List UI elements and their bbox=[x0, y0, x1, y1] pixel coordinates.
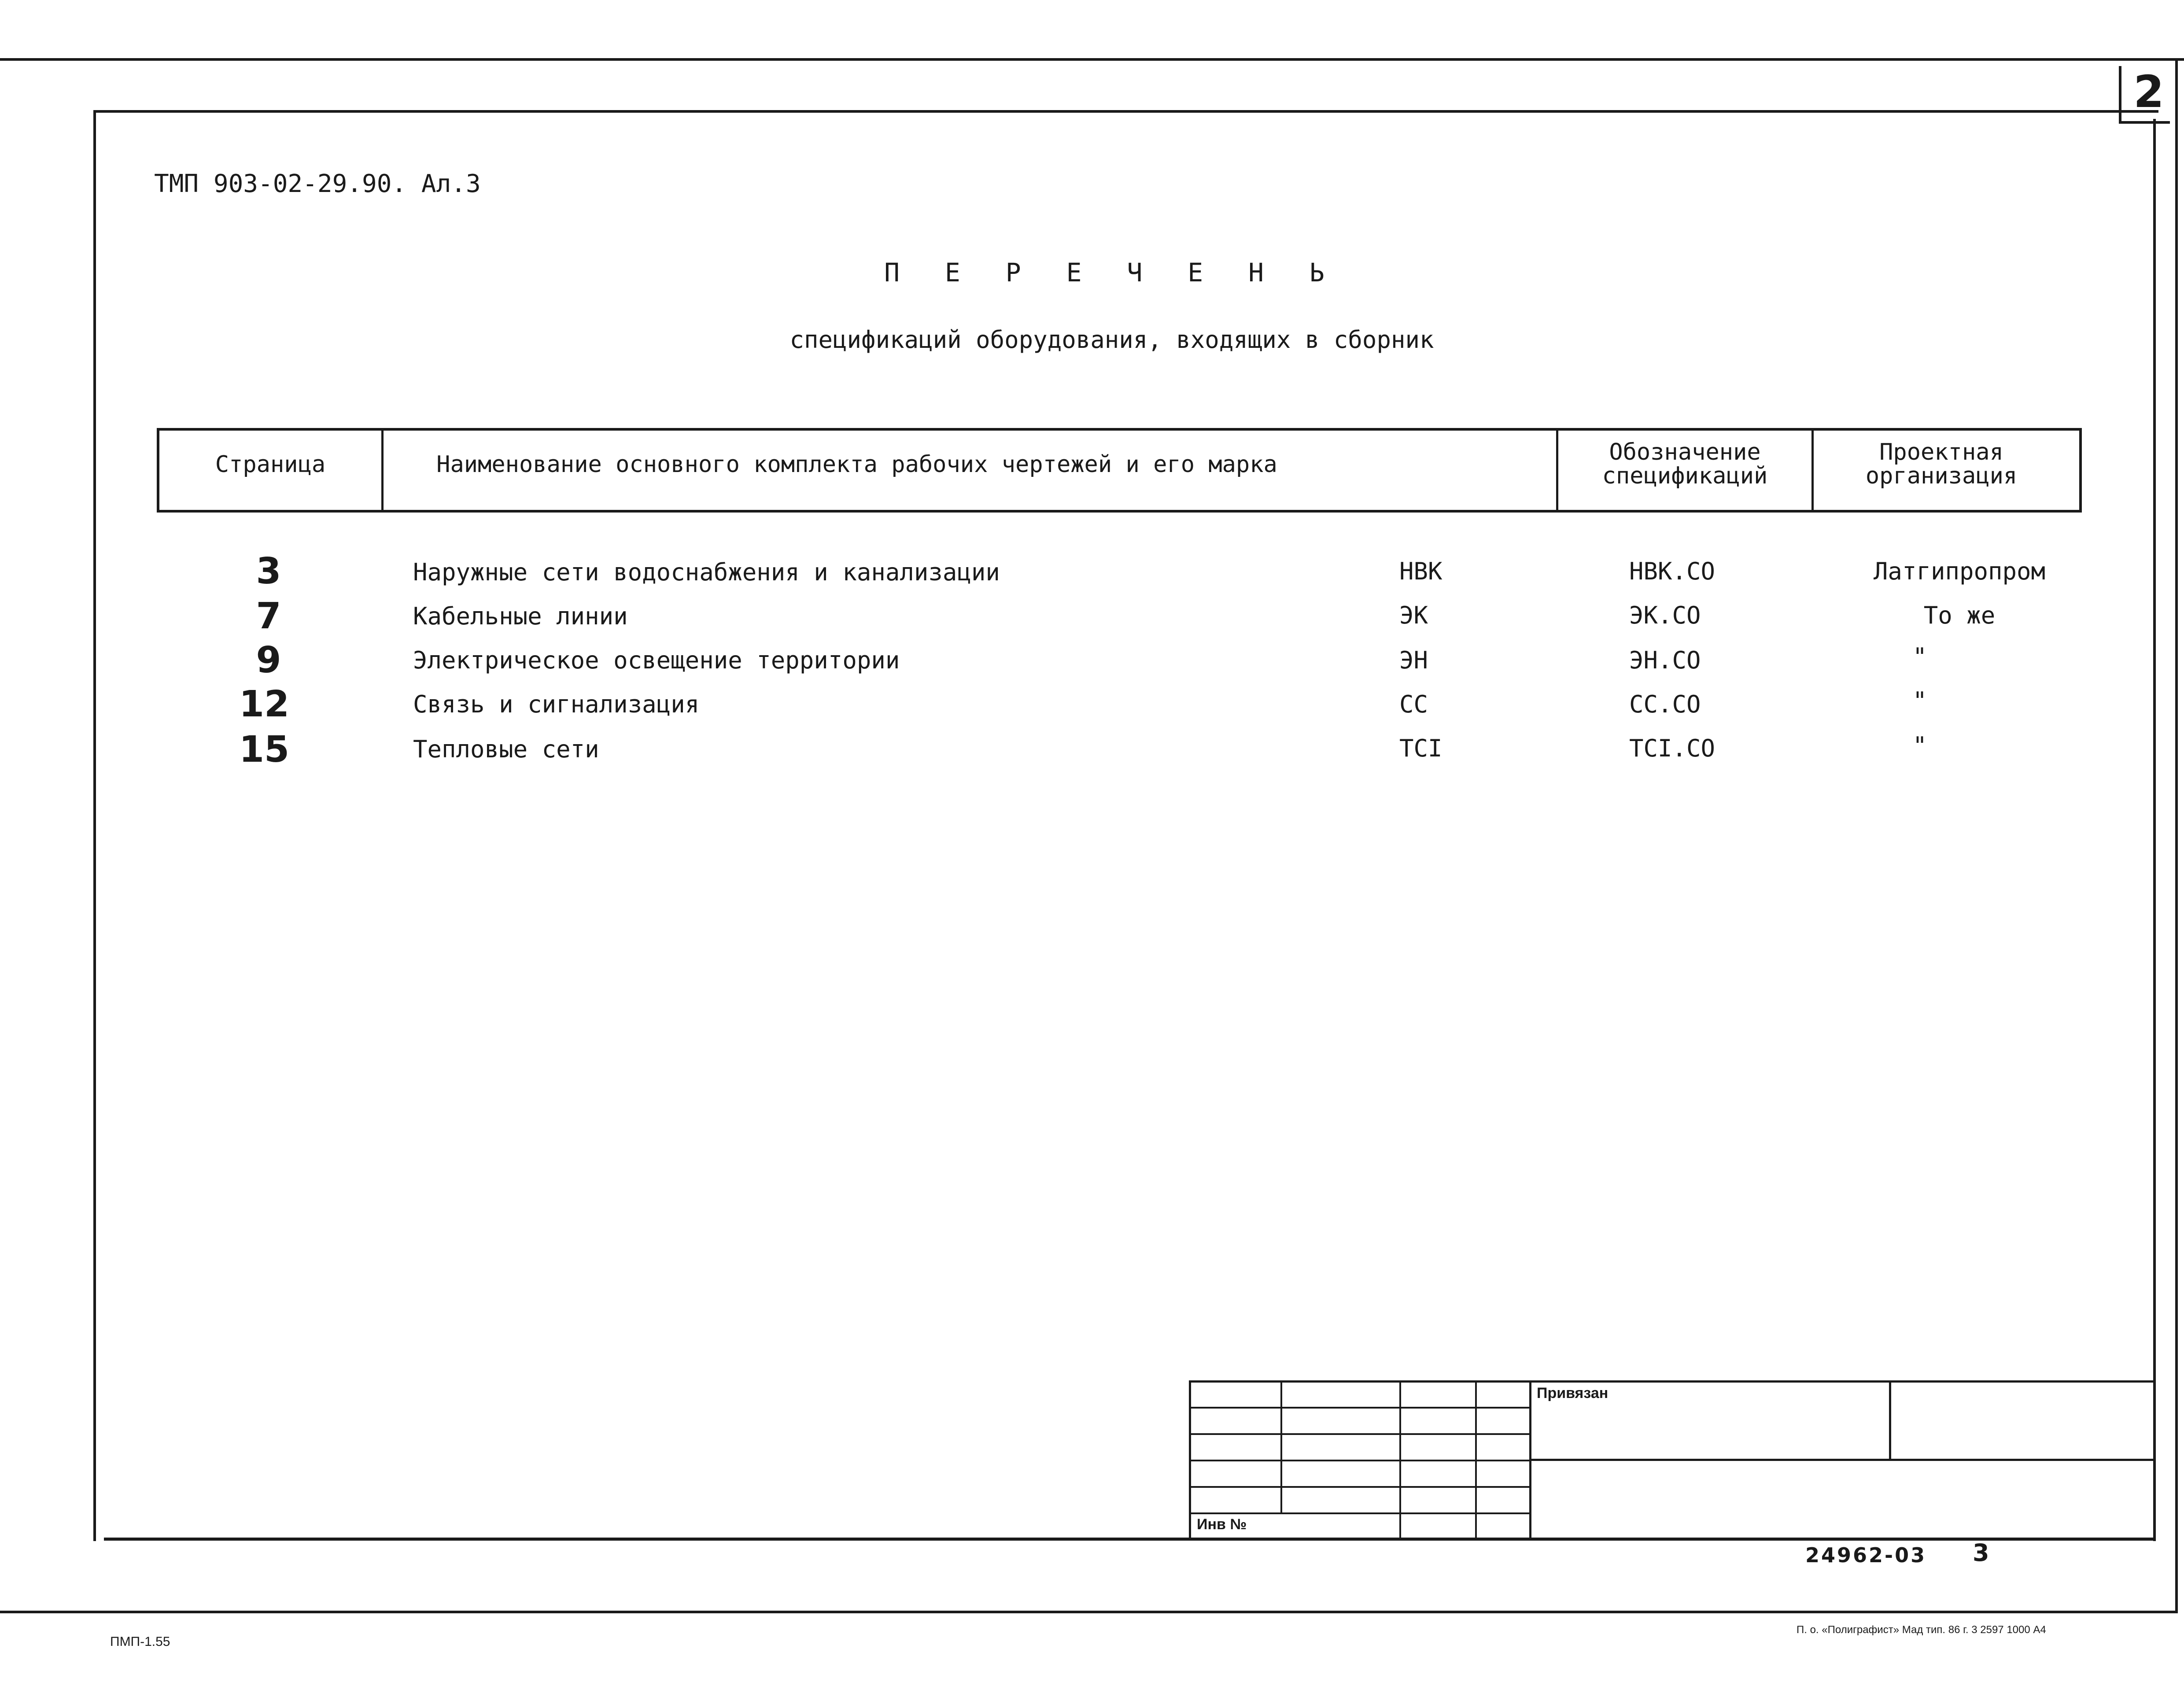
title-block bbox=[1189, 1380, 2156, 1539]
stamp-right-divider-v bbox=[1889, 1380, 1891, 1460]
stamp-row-1 bbox=[1189, 1407, 1529, 1409]
header-page: Страница bbox=[215, 451, 326, 478]
top-border-line bbox=[0, 58, 2184, 61]
row-page: 3 bbox=[256, 550, 281, 592]
archive-number: 24962-03 bbox=[1805, 1543, 1927, 1567]
header-name: Наименование основного комплекта рабочих чертежей и его марка bbox=[436, 451, 1277, 478]
row-page: 9 bbox=[256, 639, 281, 681]
header-organization-line1: Проектная bbox=[1879, 439, 2003, 465]
page-title: П Е Р Е Ч Е Н Ь bbox=[884, 258, 1339, 288]
row-mark: СС bbox=[1399, 690, 1428, 718]
stamp-row-2 bbox=[1189, 1433, 1529, 1435]
header-designation-line1: Обозначение bbox=[1609, 439, 1761, 465]
bound-label: Привязан bbox=[1537, 1385, 1608, 1402]
table-header bbox=[157, 428, 2082, 513]
stamp-row-3 bbox=[1189, 1460, 1529, 1461]
footer-right: П. о. «Полиграфист» Мад тип. 86 г. 3 2597 1000 А4 bbox=[1797, 1624, 2046, 1636]
document-code: ТМП 903-02-29.90. Ал.3 bbox=[154, 170, 481, 198]
row-name: Связь и сигнализация bbox=[413, 690, 700, 718]
row-name: Наружные сети водоснабжения и канализации bbox=[413, 558, 1000, 586]
row-designation: ЭК.СО bbox=[1629, 601, 1701, 629]
outer-frame-bottom bbox=[0, 1611, 2178, 1613]
row-page: 7 bbox=[256, 595, 281, 637]
header-designation bbox=[1558, 440, 1811, 488]
outer-frame-right bbox=[2175, 58, 2178, 1612]
row-designation: СС.СО bbox=[1629, 690, 1701, 718]
row-mark: ЭК bbox=[1399, 601, 1428, 629]
row-organization: " bbox=[1912, 643, 1927, 671]
row-organization: То же bbox=[1923, 601, 1996, 629]
row-designation: ЭН.СО bbox=[1629, 646, 1701, 674]
row-mark: ЭН bbox=[1399, 646, 1428, 674]
archive-page: 3 bbox=[1973, 1539, 1989, 1567]
row-mark: НВК bbox=[1399, 557, 1442, 585]
row-page: 15 bbox=[239, 729, 290, 771]
page-subtitle: спецификаций оборудования, входящих в сборник bbox=[789, 326, 1434, 354]
sheet-number: 2 bbox=[2133, 66, 2164, 118]
stamp-col-1 bbox=[1280, 1380, 1282, 1512]
row-page: 12 bbox=[239, 683, 290, 725]
inner-frame-top bbox=[93, 110, 2158, 113]
stamp-right-divider-h bbox=[1529, 1459, 2156, 1461]
stamp-top bbox=[1189, 1380, 2156, 1383]
footer-left: ПМП-1.55 bbox=[110, 1634, 170, 1649]
row-organization: Латгипропром bbox=[1873, 557, 2046, 585]
row-name: Тепловые сети bbox=[413, 735, 599, 763]
row-name: Электрическое освещение территории bbox=[413, 646, 900, 674]
inner-frame-left bbox=[93, 110, 96, 1541]
row-organization: " bbox=[1912, 732, 1927, 760]
stamp-row-4 bbox=[1189, 1486, 1529, 1488]
row-mark: ТСI bbox=[1399, 734, 1442, 762]
header-organization-line2: организация bbox=[1865, 463, 2018, 489]
header-organization bbox=[1814, 440, 2069, 488]
inv-label: Инв № bbox=[1197, 1516, 1247, 1533]
row-designation: НВК.СО bbox=[1629, 557, 1715, 585]
row-name: Кабельные линии bbox=[413, 602, 628, 630]
stamp-row-5 bbox=[1189, 1512, 1529, 1514]
row-organization: " bbox=[1912, 687, 1927, 715]
header-designation-line2: спецификаций bbox=[1602, 463, 1768, 489]
row-designation: ТСI.СО bbox=[1629, 734, 1715, 762]
